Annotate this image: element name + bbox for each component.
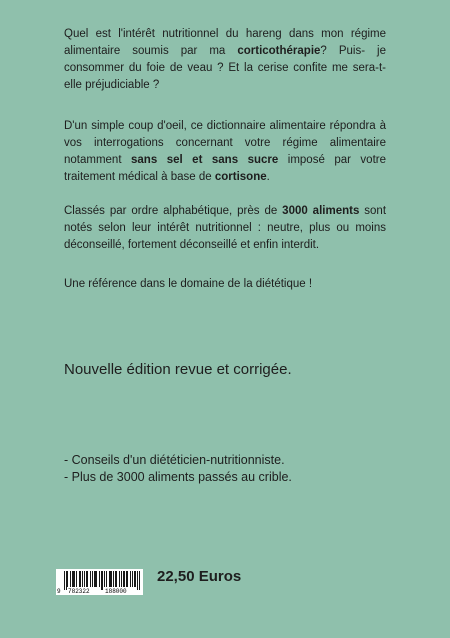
barcode-bar <box>99 571 100 587</box>
barcode-bar <box>80 571 81 587</box>
barcode-bar <box>119 571 120 587</box>
price-label: 22,50 Euros <box>157 568 242 585</box>
barcode-bar <box>137 571 138 590</box>
text-span: sont notés selon leur intérêt nutritionnel : neutre, plus ou moins déconseillé, fortement déconseillé et enfin interdit. <box>64 205 387 251</box>
bullet-item: - Plus de 3000 aliments passés au crible. <box>64 470 292 484</box>
reference-paragraph: Une référence dans le domaine de la diététique ! <box>64 278 313 290</box>
barcode-digits-left: 782322 <box>68 588 90 595</box>
barcode-bar <box>124 571 125 587</box>
barcode-bar <box>126 571 127 587</box>
barcode-bar <box>134 571 135 587</box>
barcode-bar <box>90 571 91 587</box>
classification-paragraph <box>64 203 386 254</box>
barcode-bar <box>102 571 103 590</box>
barcode-bar <box>115 571 116 587</box>
barcode-bar <box>64 571 65 590</box>
barcode-bar <box>127 571 128 587</box>
barcode-bar <box>86 571 87 587</box>
barcode-bar <box>76 571 77 587</box>
text-span: Quel est l'intérêt nutritionnel du hareng dans mon régime alimentaire soumis par ma <box>64 28 386 57</box>
barcode <box>56 569 143 595</box>
barcode-bar <box>106 571 107 587</box>
barcode-digits-right: 188000 <box>105 588 127 595</box>
bold-term: cortisone <box>214 171 267 183</box>
dictionary-paragraph <box>64 118 386 186</box>
barcode-bar <box>96 571 97 587</box>
barcode-bar <box>130 571 131 587</box>
text-span: . <box>266 171 270 183</box>
barcode-bar <box>73 571 74 587</box>
barcode-bar <box>135 571 136 587</box>
barcode-bar <box>110 571 111 587</box>
barcode-bar <box>94 571 95 587</box>
text-span: ? Puis- je consommer du foie de veau ? Et la cerise confite me sera-t-elle préjudiciable ? <box>64 45 386 91</box>
barcode-bar <box>139 571 140 590</box>
barcode-bar <box>70 571 71 587</box>
question-paragraph <box>64 26 386 94</box>
text-span: D'un simple coup d'oeil, ce dictionnaire alimentaire répondra à vos interrogations concernant votre régime alimentaire notamment <box>64 120 386 166</box>
bold-term: 3000 aliments <box>282 205 360 217</box>
barcode-bar <box>109 571 110 587</box>
barcode-bar <box>67 571 68 587</box>
text-span: Classés par ordre alphabétique, près de <box>64 205 283 217</box>
text-span: imposé par votre traitement médical à base de <box>64 154 386 183</box>
barcode-bar <box>74 571 75 587</box>
barcode-bar <box>116 571 117 587</box>
bullet-item: - Conseils d'un diététicien-nutritionniste. <box>64 453 285 467</box>
barcode-bar <box>66 571 67 590</box>
barcode-bar <box>87 571 88 587</box>
bold-term: sans sel et sans sucre <box>131 154 279 166</box>
barcode-bar <box>123 571 124 587</box>
barcode-bar <box>113 571 114 587</box>
barcode-bar <box>101 571 102 590</box>
barcode-bar <box>72 571 73 587</box>
barcode-digit-first: 9 <box>57 588 61 595</box>
barcode-bar <box>79 571 80 587</box>
barcode-bar <box>104 571 105 587</box>
edition-note: Nouvelle édition revue et corrigée. <box>64 361 292 378</box>
barcode-graphic <box>56 569 143 595</box>
barcode-bar <box>92 571 93 587</box>
barcode-bar <box>82 571 83 587</box>
bold-term: corticothérapie <box>237 45 321 57</box>
barcode-bar <box>84 571 85 587</box>
barcode-bar <box>95 571 96 587</box>
barcode-bar <box>111 571 112 587</box>
bullet-list <box>64 452 292 486</box>
barcode-bar <box>121 571 122 587</box>
barcode-bar <box>132 571 133 587</box>
